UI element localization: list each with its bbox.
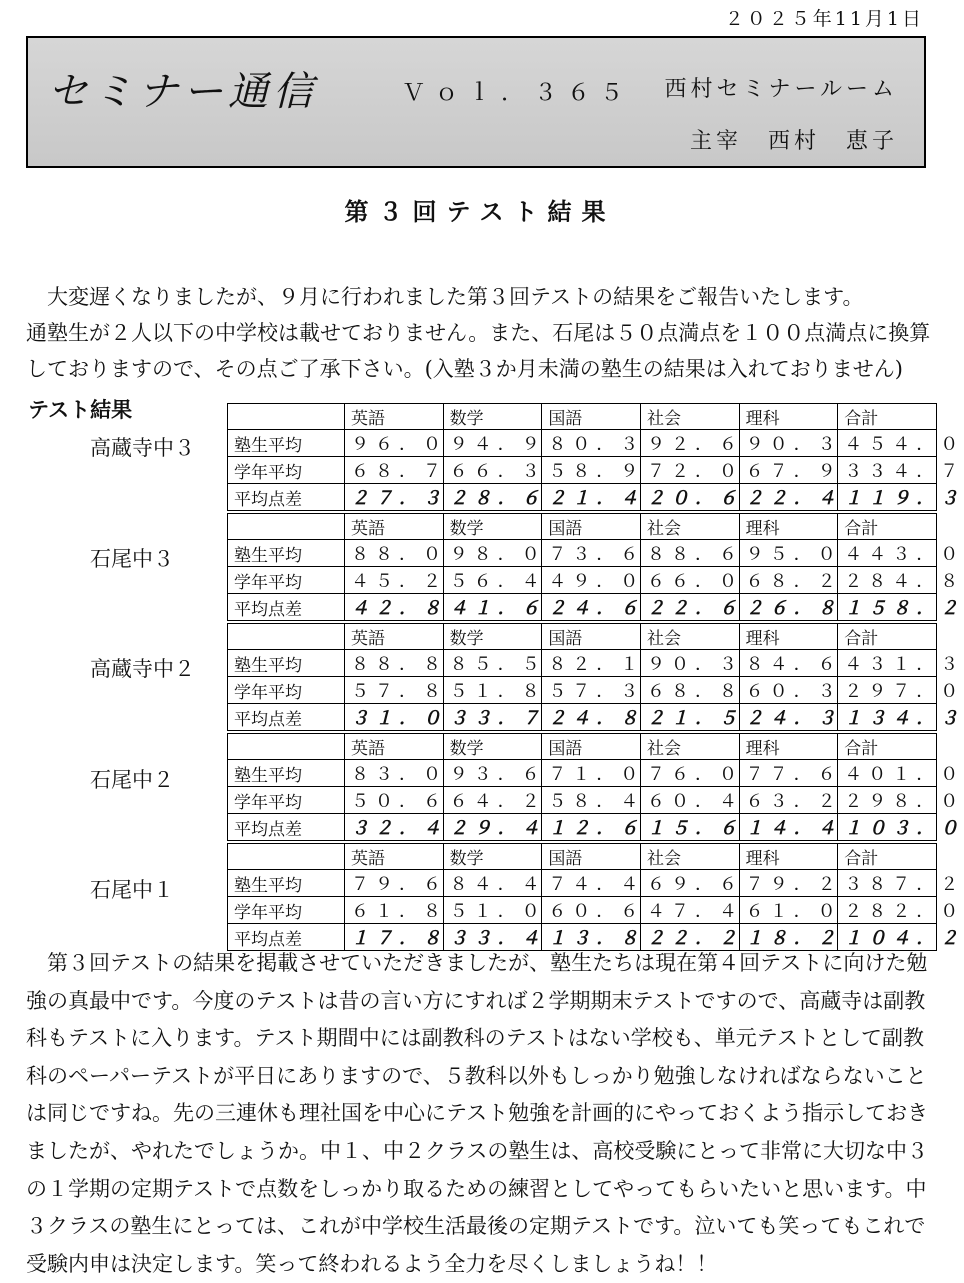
row-label: 平均点差 [228,704,345,731]
score-cell: ７１．０ [542,760,641,787]
row-label: 学年平均 [228,897,345,924]
corner-cell [228,624,345,650]
score-cell: ７２．０ [640,457,739,484]
score-cell: ２７．３ [345,484,444,511]
score-cell: ６１．８ [345,897,444,924]
column-header: 理科 [739,404,838,430]
score-cell: ６８．８ [640,677,739,704]
table-row [228,484,937,511]
score-cell: ２１．５ [640,704,739,731]
table-row [228,870,937,897]
column-header: 社会 [640,514,739,540]
score-cell: １０４．２ [838,924,937,951]
score-cell: ６８．７ [345,457,444,484]
row-label: 学年平均 [228,677,345,704]
score-cell: ３３４．７ [838,457,937,484]
column-header: 国語 [542,514,641,540]
column-header: 英語 [345,404,444,430]
score-cell: ９８．０ [443,540,542,567]
table-header-row [228,734,937,760]
score-cell: ２４．６ [542,594,641,621]
table-row [228,457,937,484]
score-cell: ２８４．８ [838,567,937,594]
column-header: 社会 [640,734,739,760]
score-cell: ７９．６ [345,870,444,897]
column-header: 英語 [345,514,444,540]
score-cell: ３１．０ [345,704,444,731]
school-name: 高蔵寺中３ [90,436,195,460]
column-header: 合計 [838,514,937,540]
row-label: 塾生平均 [228,430,345,457]
score-cell: ５７．３ [542,677,641,704]
corner-cell [228,404,345,430]
school-name: 石尾中３ [90,547,174,571]
intro-line-1: 大変遅くなりましたが、９月に行われました第３回テストの結果をご報告いたします。 [47,285,864,309]
score-cell: ６４．２ [443,787,542,814]
score-cell: ７７．６ [739,760,838,787]
school-name: 石尾中１ [90,878,174,902]
score-cell: ４７．４ [640,897,739,924]
column-header: 国語 [542,844,641,870]
score-cell: ８５．５ [443,650,542,677]
score-cell: １３４．３ [838,704,937,731]
row-label: 平均点差 [228,814,345,841]
column-header: 理科 [739,624,838,650]
table-row [228,594,937,621]
row-label: 学年平均 [228,787,345,814]
score-cell: １１９．３ [838,484,937,511]
table-row [228,787,937,814]
column-header: 合計 [838,404,937,430]
score-cell: ９５．０ [739,540,838,567]
score-cell: ４５．２ [345,567,444,594]
score-cell: ６８．２ [739,567,838,594]
intro-line-2: 通塾生が２人以下の中学校は載せておりません。また、石尾は５０点満点を１００点満点に換算しておりますので、その点ご了承下さい。(入塾３か月未満の塾生の結果は入れておりません) [26,321,931,381]
newsletter-title: セミナー通信 [48,69,318,115]
score-cell: ６０．６ [542,897,641,924]
score-cell: ８２．１ [542,650,641,677]
score-cell: ９０．３ [739,430,838,457]
score-cell: ９６．０ [345,430,444,457]
row-label: 平均点差 [228,484,345,511]
score-cell: ２８２．０ [838,897,937,924]
score-cell: ２０．６ [640,484,739,511]
score-cell: ２９７．０ [838,677,937,704]
results-table [227,843,964,951]
score-cell: １３．８ [542,924,641,951]
column-header: 理科 [739,734,838,760]
organization-name: 西村セミナールーム [664,77,898,102]
score-cell: ６１．０ [739,897,838,924]
score-cell: ４０１．０ [838,760,937,787]
score-cell: １２．６ [542,814,641,841]
score-cell: ５１．８ [443,677,542,704]
table-row [228,897,937,924]
score-cell: ８０．３ [542,430,641,457]
column-header: 理科 [739,514,838,540]
school-name: 石尾中２ [90,768,174,792]
column-header: 数学 [443,514,542,540]
score-cell: ８８．６ [640,540,739,567]
score-cell: ７３．６ [542,540,641,567]
column-header: 国語 [542,734,641,760]
score-cell: １７．８ [345,924,444,951]
score-cell: ６６．０ [640,567,739,594]
score-cell: ６６．３ [443,457,542,484]
column-header: 国語 [542,404,641,430]
score-cell: ９２．６ [640,430,739,457]
table-row [228,430,937,457]
table-header-row [228,404,937,430]
score-cell: ５７．８ [345,677,444,704]
score-cell: ８３．０ [345,760,444,787]
score-cell: ６０．３ [739,677,838,704]
score-cell: ６９．６ [640,870,739,897]
score-cell: ２８．６ [443,484,542,511]
score-cell: ８４．６ [739,650,838,677]
score-cell: ９４．９ [443,430,542,457]
score-cell: ４４３．０ [838,540,937,567]
table-header-row [228,624,937,650]
row-label: 平均点差 [228,924,345,951]
score-cell: ７６．０ [640,760,739,787]
score-cell: ３８７．２ [838,870,937,897]
score-cell: ５８．４ [542,787,641,814]
corner-cell [228,514,345,540]
section-label: テスト結果 [28,397,133,422]
score-cell: ３３．７ [443,704,542,731]
table-row [228,814,937,841]
table-header-row [228,514,937,540]
results-table [227,623,964,731]
score-cell: ６０．４ [640,787,739,814]
column-header: 理科 [739,844,838,870]
results-table [227,733,964,841]
score-cell: ８８．０ [345,540,444,567]
table-row [228,760,937,787]
corner-cell [228,734,345,760]
score-cell: ２２．６ [640,594,739,621]
representative-name: 主宰 西村 恵子 [689,129,898,154]
row-label: 塾生平均 [228,540,345,567]
row-label: 塾生平均 [228,650,345,677]
score-cell: １５８．２ [838,594,937,621]
row-label: 学年平均 [228,567,345,594]
score-cell: ５６．４ [443,567,542,594]
score-cell: ２４．８ [542,704,641,731]
results-table [227,513,964,621]
score-cell: ２２．２ [640,924,739,951]
school-name: 高蔵寺中２ [90,657,195,681]
score-cell: １４．４ [739,814,838,841]
score-cell: ７４．４ [542,870,641,897]
score-cell: １５．６ [640,814,739,841]
score-cell: ３２．４ [345,814,444,841]
column-header: 英語 [345,624,444,650]
page-title: 第３回テスト結果 [344,197,616,226]
table-row [228,540,937,567]
column-header: 社会 [640,624,739,650]
score-cell: ４１．６ [443,594,542,621]
score-cell: ２１．４ [542,484,641,511]
column-header: 英語 [345,734,444,760]
column-header: 数学 [443,844,542,870]
issue-date: ２０２５年11月1日 [724,8,924,30]
column-header: 国語 [542,624,641,650]
closing-paragraph [26,945,936,1283]
column-header: 合計 [838,844,937,870]
score-cell: ９３．６ [443,760,542,787]
score-cell: ４３１．３ [838,650,937,677]
table-row [228,650,937,677]
score-cell: ２４．３ [739,704,838,731]
score-cell: １０３．０ [838,814,937,841]
results-table [227,403,964,511]
column-header: 社会 [640,404,739,430]
column-header: 合計 [838,734,937,760]
score-cell: ５８．９ [542,457,641,484]
score-cell: ２９．４ [443,814,542,841]
score-cell: ４５４．０ [838,430,937,457]
score-cell: ４２．８ [345,594,444,621]
score-cell: ５１．０ [443,897,542,924]
score-cell: ７９．２ [739,870,838,897]
table-row [228,677,937,704]
score-cell: ２６．８ [739,594,838,621]
table-row [228,567,937,594]
row-label: 平均点差 [228,594,345,621]
score-cell: ８４．４ [443,870,542,897]
column-header: 合計 [838,624,937,650]
corner-cell [228,844,345,870]
score-cell: ２９８．０ [838,787,937,814]
score-cell: １８．２ [739,924,838,951]
score-cell: ６７．９ [739,457,838,484]
column-header: 数学 [443,404,542,430]
row-label: 塾生平均 [228,870,345,897]
intro-paragraph [26,279,934,387]
volume-number: Ｖｏｌ．３６５ [402,80,633,106]
column-header: 数学 [443,624,542,650]
table-header-row [228,844,937,870]
row-label: 学年平均 [228,457,345,484]
score-cell: ６３．２ [739,787,838,814]
score-cell: ３３．４ [443,924,542,951]
score-cell: ４９．０ [542,567,641,594]
newsletter-header [26,36,926,168]
column-header: 英語 [345,844,444,870]
table-row [228,704,937,731]
score-cell: ８８．８ [345,650,444,677]
score-cell: ９０．３ [640,650,739,677]
column-header: 社会 [640,844,739,870]
closing-text: 第３回テストの結果を掲載させていただきましたが、塾生たちは現在第４回テストに向けた勉強の真最中です。今度のテストは昔の言い方にすれば２学期期末テストですので、高蔵寺は副教科もテストに入ります。テスト期間中には副教科のテストはない学校も、単元テストとして副教科のペーパーテストが平日にありますので、５教科以外もしっかり勉強しなければならないことは同じですね。先の三連休も理社国を中心にテスト勉強を計画的にやっておくよう指示しておきましたが、やれたでしょうか。中１、中２クラスの塾生は、高校受験にとって非常に大切な中３の１学期の定期テストで点数をしっかり取るための練習としてやってもらいたいと思います。中３クラスの塾生にとっては、これが中学校生活最後の定期テストです。泣いても笑ってもこれで受験内申は決定します。笑って終われるよう全力を尽くしましょうね！！ [26,951,929,1276]
column-header: 数学 [443,734,542,760]
score-cell: ２２．４ [739,484,838,511]
row-label: 塾生平均 [228,760,345,787]
score-cell: ５０．６ [345,787,444,814]
